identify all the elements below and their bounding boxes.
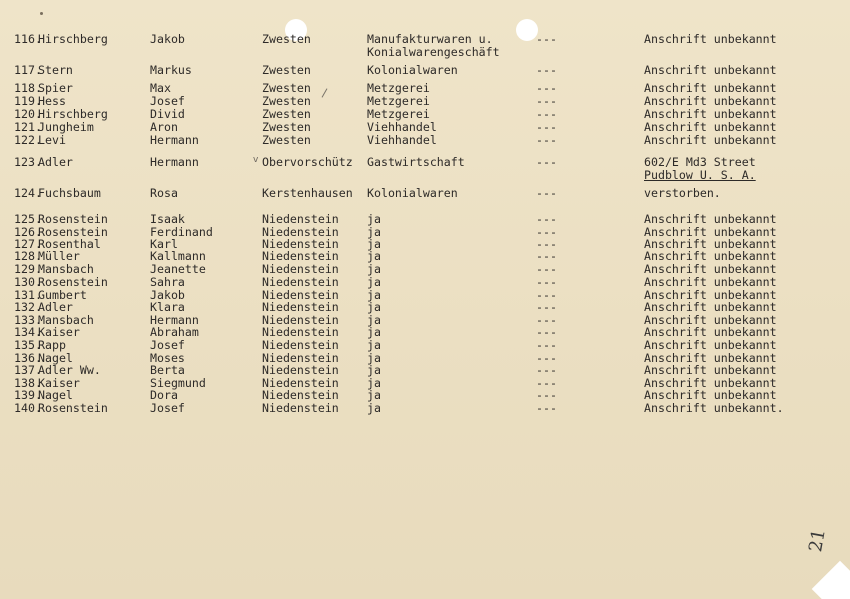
address: Anschrift unbekannt xyxy=(644,351,777,365)
place: Niedenstein xyxy=(262,363,339,377)
place: Niedenstein xyxy=(262,351,339,365)
dash: --- xyxy=(536,225,557,239)
dash: --- xyxy=(536,120,557,134)
entry-number: 128. xyxy=(14,249,42,263)
place: Zwesten xyxy=(262,81,311,95)
surname: Nagel xyxy=(38,351,73,365)
address: Anschrift unbekannt xyxy=(644,63,777,77)
address: Anschrift unbekannt xyxy=(644,388,777,402)
first-name: Aron xyxy=(150,120,178,134)
address: Anschrift unbekannt xyxy=(644,94,777,108)
place: Zwesten xyxy=(262,120,311,134)
dash: --- xyxy=(536,262,557,276)
surname: Kaiser xyxy=(38,325,80,339)
place: Niedenstein xyxy=(262,237,339,251)
dash: --- xyxy=(536,186,557,200)
surname: Rosenstein xyxy=(38,401,108,415)
entry-number: 126. xyxy=(14,225,42,239)
surname: Levi xyxy=(38,133,66,147)
first-name: Ferdinand xyxy=(150,225,213,239)
occupation: ja xyxy=(367,401,381,415)
occupation: Manufakturwaren u. xyxy=(367,32,493,46)
first-name: Rosa xyxy=(150,186,178,200)
place: Niedenstein xyxy=(262,376,339,390)
place: Zwesten xyxy=(262,63,311,77)
first-name: Kallmann xyxy=(150,249,206,263)
address: Anschrift unbekannt xyxy=(644,363,777,377)
address: Anschrift unbekannt xyxy=(644,107,777,121)
first-name: Siegmund xyxy=(150,376,206,390)
first-name: Divid xyxy=(150,107,185,121)
occupation: Gastwirtschaft xyxy=(367,155,465,169)
occupation: ja xyxy=(367,388,381,402)
address: Anschrift unbekannt. xyxy=(644,401,784,415)
occupation: ja xyxy=(367,212,381,226)
occupation: Metzgerei xyxy=(367,94,430,108)
entry-number: 138. xyxy=(14,376,42,390)
entry-number: 123. xyxy=(14,155,42,169)
occupation: ja xyxy=(367,363,381,377)
first-name: Jeanette xyxy=(150,262,206,276)
dash: --- xyxy=(536,401,557,415)
address: Anschrift unbekannt xyxy=(644,262,777,276)
dash: --- xyxy=(536,63,557,77)
dash: --- xyxy=(536,363,557,377)
surname: Hirschberg xyxy=(38,107,108,121)
dash: --- xyxy=(536,288,557,302)
dash: --- xyxy=(536,376,557,390)
first-name: Markus xyxy=(150,63,192,77)
occupation: ja xyxy=(367,249,381,263)
first-name: Jakob xyxy=(150,32,185,46)
address: Anschrift unbekannt xyxy=(644,225,777,239)
occupation: ja xyxy=(367,275,381,289)
surname: Fuchsbaum xyxy=(38,186,101,200)
place: Niedenstein xyxy=(262,313,339,327)
dash: --- xyxy=(536,94,557,108)
place: Niedenstein xyxy=(262,212,339,226)
page-number: 21 xyxy=(805,527,830,554)
occupation: ja xyxy=(367,376,381,390)
dash: --- xyxy=(536,237,557,251)
entry-number: 129. xyxy=(14,262,42,276)
entry-number: 125. xyxy=(14,212,42,226)
entry-number: 130. xyxy=(14,275,42,289)
entry-number: 139. xyxy=(14,388,42,402)
first-name: Moses xyxy=(150,351,185,365)
surname: Hirschberg xyxy=(38,32,108,46)
surname: Müller xyxy=(38,249,80,263)
occupation: Viehhandel xyxy=(367,120,437,134)
first-name: Sahra xyxy=(150,275,185,289)
place: Niedenstein xyxy=(262,262,339,276)
place: Niedenstein xyxy=(262,338,339,352)
place: Obervorschütz xyxy=(262,155,353,169)
address: Anschrift unbekannt xyxy=(644,275,777,289)
first-name: Abraham xyxy=(150,325,199,339)
dash: --- xyxy=(536,32,557,46)
address: 602/E Md3 Street xyxy=(644,155,756,169)
dash: --- xyxy=(536,212,557,226)
dash: --- xyxy=(536,81,557,95)
surname: Gumbert xyxy=(38,288,87,302)
entry-number: 140. xyxy=(14,401,42,415)
entry-number: 132. xyxy=(14,300,42,314)
entry-number: 133. xyxy=(14,313,42,327)
surname: Hess xyxy=(38,94,66,108)
table-row xyxy=(0,134,850,147)
surname: Nagel xyxy=(38,388,73,402)
entry-number: 119. xyxy=(14,94,42,108)
dash: --- xyxy=(536,351,557,365)
occupation: ja xyxy=(367,237,381,251)
first-name: Josef xyxy=(150,94,185,108)
surname: Adler xyxy=(38,155,73,169)
dash: --- xyxy=(536,313,557,327)
surname: Mansbach xyxy=(38,313,94,327)
first-name: Max xyxy=(150,81,171,95)
occupation: Metzgerei xyxy=(367,81,430,95)
occupation: Viehhandel xyxy=(367,133,437,147)
place: Niedenstein xyxy=(262,388,339,402)
occupation: Kolonialwaren xyxy=(367,186,458,200)
first-name: Dora xyxy=(150,388,178,402)
occupation: ja xyxy=(367,288,381,302)
place: Niedenstein xyxy=(262,249,339,263)
surname: Stern xyxy=(38,63,73,77)
surname: Mansbach xyxy=(38,262,94,276)
address: Anschrift unbekannt xyxy=(644,300,777,314)
entry-number: 131. xyxy=(14,288,42,302)
first-name: Klara xyxy=(150,300,185,314)
entry-number: 134. xyxy=(14,325,42,339)
first-name: Hermann xyxy=(150,155,199,169)
address: verstorben. xyxy=(644,186,721,200)
place: Niedenstein xyxy=(262,225,339,239)
surname: Rapp xyxy=(38,338,66,352)
first-name: Isaak xyxy=(150,212,185,226)
address: Anschrift unbekannt xyxy=(644,249,777,263)
occupation: ja xyxy=(367,338,381,352)
surname: Rosenthal xyxy=(38,237,101,251)
surname: Spier xyxy=(38,81,73,95)
address: Anschrift unbekannt xyxy=(644,32,777,46)
entry-number: 122. xyxy=(14,133,42,147)
place: Niedenstein xyxy=(262,300,339,314)
table-row xyxy=(0,155,850,182)
occupation: ja xyxy=(367,225,381,239)
place: Niedenstein xyxy=(262,275,339,289)
entry-number: 118. xyxy=(14,81,42,95)
address-line-2: Pudblow U. S. A. xyxy=(644,168,756,182)
dash: --- xyxy=(536,300,557,314)
dash: --- xyxy=(536,388,557,402)
first-name: Josef xyxy=(150,338,185,352)
place: Zwesten xyxy=(262,107,311,121)
occupation: ja xyxy=(367,300,381,314)
place: Zwesten xyxy=(262,133,311,147)
address: Anschrift unbekannt xyxy=(644,313,777,327)
address: Anschrift unbekannt xyxy=(644,325,777,339)
entry-number: 137. xyxy=(14,363,42,377)
address: Anschrift unbekannt xyxy=(644,133,777,147)
dash: --- xyxy=(536,249,557,263)
table-row xyxy=(0,402,850,415)
entry-number: 135. xyxy=(14,338,42,352)
address: Anschrift unbekannt xyxy=(644,212,777,226)
entry-number: 124. xyxy=(14,186,42,200)
surname: Adler xyxy=(38,300,73,314)
surname: Rosenstein xyxy=(38,275,108,289)
first-name: Hermann xyxy=(150,313,199,327)
place: Niedenstein xyxy=(262,325,339,339)
address: Anschrift unbekannt xyxy=(644,338,777,352)
entry-number: 116. xyxy=(14,32,42,46)
first-name: Berta xyxy=(150,363,185,377)
place: Zwesten xyxy=(262,32,311,46)
address: Anschrift unbekannt xyxy=(644,376,777,390)
surname: Rosenstein xyxy=(38,225,108,239)
occupation: ja xyxy=(367,325,381,339)
first-name: Karl xyxy=(150,237,178,251)
table-row xyxy=(0,64,850,77)
table-row xyxy=(0,187,850,200)
address: Anschrift unbekannt xyxy=(644,288,777,302)
entry-number: 120. xyxy=(14,107,42,121)
entry-number: 136. xyxy=(14,351,42,365)
occupation: ja xyxy=(367,351,381,365)
place: Zwesten xyxy=(262,94,311,108)
address: Anschrift unbekannt xyxy=(644,237,777,251)
occupation-line-2: Konialwarengeschäft xyxy=(367,45,500,59)
dash: --- xyxy=(536,133,557,147)
pencil-check-mark: v xyxy=(253,155,259,165)
occupation: Kolonialwaren xyxy=(367,63,458,77)
address: Anschrift unbekannt xyxy=(644,81,777,95)
dash: --- xyxy=(536,275,557,289)
surname: Adler Ww. xyxy=(38,363,101,377)
occupation: ja xyxy=(367,262,381,276)
entry-number: 121. xyxy=(14,120,42,134)
dash: --- xyxy=(536,338,557,352)
entry-number: 117. xyxy=(14,63,42,77)
surname: Kaiser xyxy=(38,376,80,390)
occupation: ja xyxy=(367,313,381,327)
place: Niedenstein xyxy=(262,401,339,415)
first-name: Hermann xyxy=(150,133,199,147)
first-name: Jakob xyxy=(150,288,185,302)
first-name: Josef xyxy=(150,401,185,415)
entry-number: 127. xyxy=(14,237,42,251)
ink-speck xyxy=(40,12,43,15)
table-row xyxy=(0,32,850,59)
place: Niedenstein xyxy=(262,288,339,302)
occupation: Metzgerei xyxy=(367,107,430,121)
surname: Rosenstein xyxy=(38,212,108,226)
dash: --- xyxy=(536,325,557,339)
surname: Jungheim xyxy=(38,120,94,134)
place: Kerstenhausen xyxy=(262,186,353,200)
dash: --- xyxy=(536,107,557,121)
dash: --- xyxy=(536,155,557,169)
address: Anschrift unbekannt xyxy=(644,120,777,134)
